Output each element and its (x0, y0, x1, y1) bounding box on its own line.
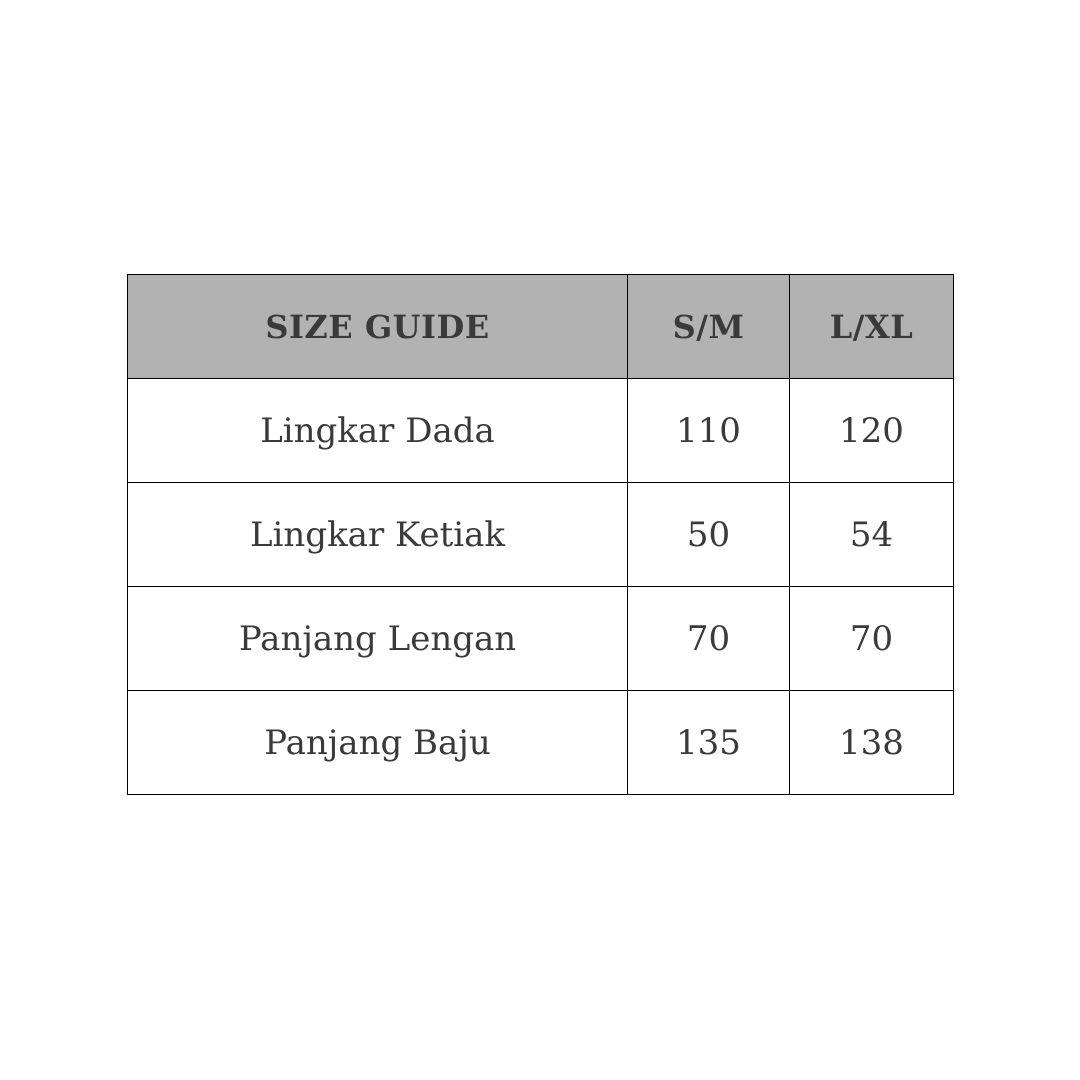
value-sm: 135 (628, 691, 790, 795)
header-size-guide: SIZE GUIDE (128, 275, 628, 379)
value-lxl: 54 (790, 483, 954, 587)
table-row (128, 691, 954, 795)
value-sm: 50 (628, 483, 790, 587)
value-lxl: 138 (790, 691, 954, 795)
row-label: Panjang Lengan (128, 587, 628, 691)
table-row (128, 587, 954, 691)
row-label: Panjang Baju (128, 691, 628, 795)
header-size-sm: S/M (628, 275, 790, 379)
header-size-lxl: L/XL (790, 275, 954, 379)
table-row (128, 483, 954, 587)
value-lxl: 120 (790, 379, 954, 483)
table-row (128, 379, 954, 483)
size-guide-table (127, 274, 954, 795)
value-sm: 110 (628, 379, 790, 483)
table-header (128, 275, 954, 379)
table-body (128, 379, 954, 795)
value-lxl: 70 (790, 587, 954, 691)
row-label: Lingkar Ketiak (128, 483, 628, 587)
header-row (128, 275, 954, 379)
row-label: Lingkar Dada (128, 379, 628, 483)
value-sm: 70 (628, 587, 790, 691)
